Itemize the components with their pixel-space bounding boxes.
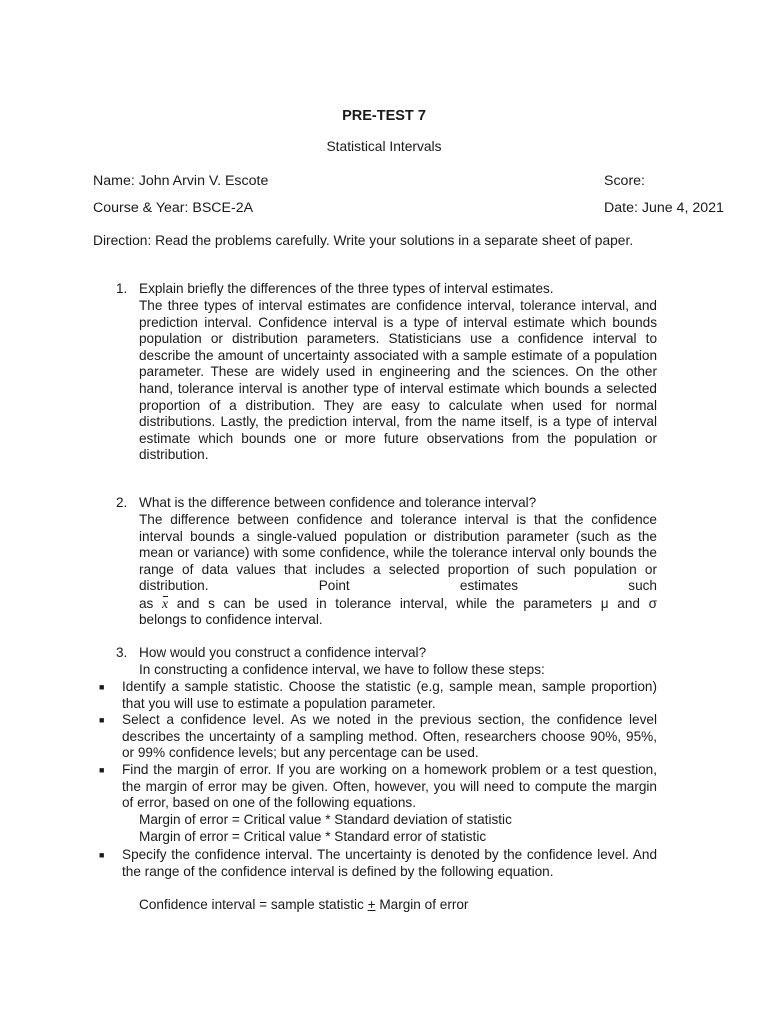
answer-3-intro: In constructing a confidence interval, we have to follow these steps: [139,662,545,677]
question-1-text: Explain briefly the differences of the three types of interval estimates. [139,281,554,296]
answer-2-text: The difference between confidence and tolerance interval is that the confidence interval bounds a single-valued population or distribution parameter (such as the mean or variance) with some confidence, while the tolerance interval only bounds the range of data values that includes a selected proportion of such population or distribution. Point estimates such [139,512,657,594]
answer-2-end: belongs to confidence interval. [139,612,323,627]
equation-rhs: Margin of error [379,897,469,912]
date: Date: June 4, 2021 [604,200,724,216]
equation-margin-se: Margin of error = Critical value * Standard error of statistic [139,829,487,844]
question-number: 3. [116,645,128,660]
bullet-icon: ■ [99,765,105,775]
equation-confidence-interval [139,897,468,914]
score-label: Score: [604,173,646,189]
student-name: Name: John Arvin V. Escote [93,173,269,189]
answer-2-as: as [139,596,154,611]
course-year: Course & Year: BSCE-2A [93,200,254,216]
page-title: PRE-TEST 7 [342,108,426,124]
answer-2-continued: and s can be used in tolerance interval, while the parameters μ and σ [176,596,657,611]
bullet-item: Select a confidence level. As we noted in the previous section, the confidence level describes the uncertainty of a sampling method. Often, researchers choose 90%, 95%, or 99% confidence levels; but any percentage can be used. [122,712,657,761]
plus-minus-symbol: + [367,897,376,912]
question-number: 1. [116,281,128,296]
bullet-icon: ■ [99,715,105,725]
answer-2-line-xbar [139,596,657,613]
bullet-item: Specify the confidence interval. The uncertainty is denoted by the confidence level. And the range of the confidence interval is defined by the following equation. [122,847,657,879]
bullet-icon: ■ [99,682,105,692]
page-subtitle: Statistical Intervals [326,139,442,154]
question-number: 2. [116,495,128,510]
x-bar-symbol: x [162,596,169,611]
question-3-text: How would you construct a confidence interval? [139,645,427,660]
direction-text: Direction: Read the problems carefully. Write your solutions in a separate sheet of paper. [93,233,634,248]
bullet-item: Identify a sample statistic. Choose the statistic (e.g, sample mean, sample proportion) that you will use to estimate a population parameter. [122,679,657,711]
equation-margin-sd: Margin of error = Critical value * Standard deviation of statistic [139,812,512,827]
bullet-item: Find the margin of error. If you are working on a homework problem or a test question, the margin of error may be given. Often, however, you will need to compute the margin of error, based on one of the following equations. [122,762,657,811]
answer-1-text: The three types of interval estimates are confidence interval, tolerance interval, and prediction interval. Confidence interval is a type of interval estimate which bounds population or distribution parameters. Statisticians use a confidence interval to describe the amount of uncertainty associated with a sample estimate of a population parameter. These are widely used in engineering and the sciences. On the other hand, tolerance interval is another type of interval estimate which bounds a selected proportion of a distribution. They are easy to calculate when used for normal distributions. Lastly, the prediction interval, from the name itself, is a type of interval estimate which bounds one or more future observations from the population or distribution. [139,298,657,463]
bullet-icon: ■ [99,850,105,860]
question-2-text: What is the difference between confidence and tolerance interval? [139,495,537,510]
equation-lhs: Confidence interval = sample statistic [139,897,364,912]
